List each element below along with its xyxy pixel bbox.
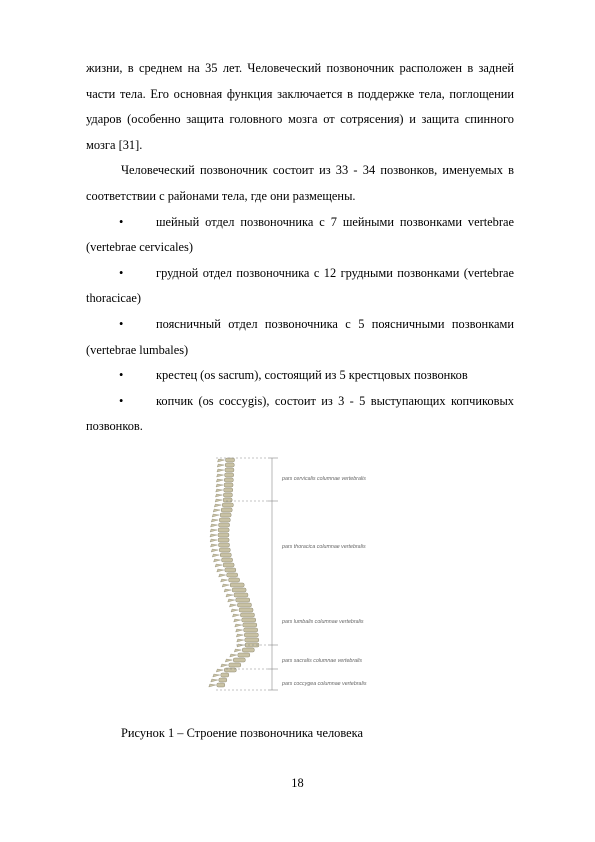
list-item-sacrum <box>86 363 514 389</box>
list-item-thoracic <box>86 261 514 312</box>
paragraph-vertebrae-count: Человеческий позвоночник состоит из 33 - 34 позвонков, именуемых в соответствии с районами тела, где они размещены. <box>86 163 514 203</box>
spinous-process <box>218 459 225 462</box>
vertebra <box>244 633 258 637</box>
spinous-process <box>217 474 224 477</box>
vertebra <box>229 663 241 667</box>
vertebra <box>233 658 245 662</box>
spinous-process <box>213 674 220 677</box>
vertebral-column <box>209 458 259 687</box>
vertebra <box>225 463 234 467</box>
list-item-coccyx <box>86 389 514 440</box>
vertebra <box>222 503 233 507</box>
spinous-process <box>231 609 238 612</box>
label-cervical: pars cervicalis columnae vertebralis <box>282 476 366 482</box>
vertebra <box>220 513 231 517</box>
paragraph-continuation: жизни, в среднем на 35 лет. Человеческий позвоночник расположен в задней части тела. Его основная функция заключается в поддержке тела, поглощении ударов (особенно защита головного мозга от сотрясения) и защита спинного мозга [31]. <box>86 61 514 152</box>
spinous-process <box>216 484 223 487</box>
list-item-text: шейный отдел позвоночника с 7 шейными позвонками vertebrae (vertebrae cervicales) <box>86 214 514 255</box>
vertebra <box>230 583 244 587</box>
list-item-text: поясничный отдел позвоночника с 5 поясничными позвонками (vertebrae lumbales) <box>86 316 514 357</box>
vertebra <box>242 648 254 652</box>
vertebra <box>225 473 234 477</box>
spinous-process <box>210 539 217 542</box>
spinous-process <box>215 494 222 497</box>
spinous-process <box>216 669 223 672</box>
spinous-process <box>215 499 222 502</box>
spinous-process <box>221 579 228 582</box>
list-item-lumbar <box>86 312 514 363</box>
page-number: 18 <box>291 776 304 790</box>
spinous-process <box>214 504 221 507</box>
spinous-process <box>226 594 233 597</box>
bullet-icon: • <box>119 214 124 229</box>
label-lumbar: pars lumbalis columnae vertebralis <box>282 619 364 625</box>
figure-caption: Рисунок 1 – Строение позвоночника человека <box>121 726 363 740</box>
label-coccygeal: pars coccygea columnae vertebralis <box>282 681 367 687</box>
vertebra <box>224 478 233 482</box>
vertebra <box>225 468 234 472</box>
bullet-icon: • <box>119 316 124 331</box>
vertebra <box>217 683 225 687</box>
spinous-process <box>237 639 244 642</box>
spinous-process <box>210 544 217 547</box>
vertebra <box>224 483 233 487</box>
vertebra <box>219 678 227 682</box>
spinous-process <box>217 464 224 467</box>
spinous-process <box>210 534 217 537</box>
label-sacral: pars sacralis columnae vertebralis <box>282 658 363 664</box>
spinous-process <box>216 489 223 492</box>
spinous-process <box>217 469 224 472</box>
vertebra <box>223 563 234 567</box>
bullet-icon: • <box>119 368 124 383</box>
spinous-process <box>211 549 218 552</box>
spinous-process <box>211 524 218 527</box>
vertebra <box>232 588 246 592</box>
spinous-process <box>212 514 219 517</box>
spine-illustration <box>196 452 422 694</box>
vertebra <box>218 543 229 547</box>
spinous-process <box>228 599 235 602</box>
spinous-process <box>225 659 232 662</box>
spinous-process <box>213 509 220 512</box>
vertebra <box>221 508 232 512</box>
list-item-text: крестец (os sacrum), состоящий из 5 крестцовых позвонков <box>156 368 468 383</box>
vertebra <box>220 553 231 557</box>
vertebra <box>227 573 238 577</box>
spinous-process <box>216 479 223 482</box>
vertebra <box>218 533 229 537</box>
spinous-process <box>211 519 218 522</box>
spinous-process <box>210 529 217 532</box>
spinous-process <box>237 644 244 647</box>
vertebra <box>225 568 236 572</box>
vertebra <box>219 518 230 522</box>
list-item-text: грудной отдел позвоночника с 12 грудными позвонками (vertebrae thoracicae) <box>86 265 514 306</box>
vertebra <box>244 628 258 632</box>
vertebra <box>243 623 257 627</box>
spinous-process <box>211 679 218 682</box>
spinous-process <box>234 649 241 652</box>
spine-figure <box>196 452 422 694</box>
vertebra <box>242 618 256 622</box>
vertebra <box>229 578 240 582</box>
vertebra <box>219 548 230 552</box>
spinous-process <box>236 634 243 637</box>
list-item-cervical <box>86 210 514 261</box>
spinous-process <box>212 554 219 557</box>
vertebra <box>218 528 229 532</box>
spinous-process <box>235 624 242 627</box>
vertebra <box>239 608 253 612</box>
vertebra <box>219 523 230 527</box>
vertebra <box>223 493 232 497</box>
list-item-text: копчик (os coccygis), состоит из 3 - 5 выступающих копчиковых позвонков. <box>86 393 514 434</box>
spinous-process <box>222 584 229 587</box>
spinous-process <box>230 654 237 657</box>
vertebra <box>240 613 254 617</box>
vertebra <box>224 668 236 672</box>
vertebra <box>238 653 250 657</box>
spinous-process <box>219 574 226 577</box>
vertebra <box>237 603 251 607</box>
bullet-icon: • <box>119 265 124 280</box>
label-thoracic: pars thoracica columnae vertebralis <box>282 544 366 550</box>
vertebra <box>245 638 259 642</box>
vertebra <box>234 593 248 597</box>
spinous-process <box>232 614 239 617</box>
vertebra <box>222 558 233 562</box>
spinous-process <box>221 664 228 667</box>
spinous-process <box>224 589 231 592</box>
spinous-process <box>209 684 216 687</box>
spinous-process <box>217 569 224 572</box>
spinous-process <box>214 559 221 562</box>
vertebra <box>221 673 229 677</box>
spinous-process <box>215 564 222 567</box>
spinous-process <box>229 604 236 607</box>
spinous-process <box>234 619 241 622</box>
vertebra <box>218 538 229 542</box>
body-text <box>86 56 514 440</box>
vertebra <box>236 598 250 602</box>
spinous-process <box>236 629 243 632</box>
vertebra <box>224 488 233 492</box>
vertebra <box>223 498 232 502</box>
vertebra <box>226 458 235 462</box>
bullet-icon: • <box>119 393 124 408</box>
